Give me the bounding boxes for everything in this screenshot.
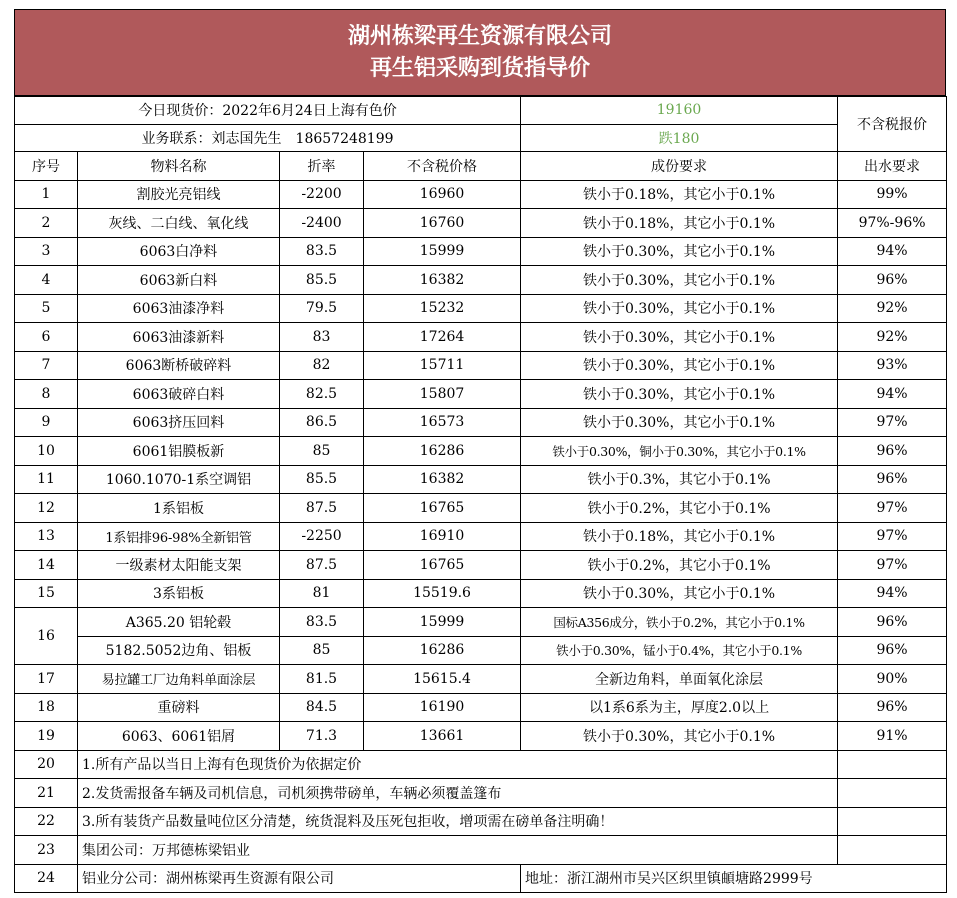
- rate: 79.5: [280, 294, 364, 323]
- price: 16286: [364, 437, 521, 466]
- price: 16960: [364, 180, 521, 209]
- row-no: 11: [15, 465, 78, 494]
- material-name: 易拉罐工厂边角料单面涂层: [78, 665, 280, 694]
- material-name: 重磅料: [78, 693, 280, 722]
- rate: 82.5: [280, 380, 364, 409]
- material-name: 1060.1070-1系空调铝: [78, 465, 280, 494]
- yield: 97%-96%: [838, 209, 947, 238]
- yield: 94%: [838, 237, 947, 266]
- company-address: 地址：浙江湖州市吴兴区织里镇頔塘路2999号: [521, 864, 947, 893]
- table-row: [15, 579, 947, 608]
- price: 15519.6: [364, 579, 521, 608]
- row-no: 9: [15, 408, 78, 437]
- empty-cell: [838, 750, 947, 779]
- composition: 铁小于0.3%，其它小于0.1%: [521, 465, 838, 494]
- company-name: 湖州栋梁再生资源有限公司: [347, 23, 612, 49]
- row-no: 13: [15, 522, 78, 551]
- col-header-yield: 出水要求: [838, 152, 947, 181]
- price: 15999: [364, 237, 521, 266]
- table-row: [15, 494, 947, 523]
- note-text: 1.所有产品以当日上海有色现货价为依据定价: [78, 750, 838, 779]
- col-header-composition: 成份要求: [521, 152, 838, 181]
- yield: 97%: [838, 408, 947, 437]
- material-name: 6063破碎白料: [78, 380, 280, 409]
- sheet-title: 再生铝采购到货指导价: [369, 55, 590, 81]
- yield: 93%: [838, 351, 947, 380]
- rate: 83.5: [280, 608, 364, 637]
- row-no: 16: [15, 608, 78, 665]
- composition: 全新边角料，单面氧化涂层: [521, 665, 838, 694]
- note-text: 集团公司：万邦德栋梁铝业: [78, 836, 838, 865]
- composition: 铁小于0.30%，其它小于0.1%: [521, 380, 838, 409]
- table-row: [15, 323, 947, 352]
- material-name: 1系铝板: [78, 494, 280, 523]
- rate: 85.5: [280, 465, 364, 494]
- price: 16382: [364, 266, 521, 295]
- composition: 铁小于0.2%，其它小于0.1%: [521, 494, 838, 523]
- table-row: [15, 380, 947, 409]
- spot-price-label: 今日现货价：2022年6月24日上海有色价: [15, 97, 521, 125]
- spot-price-value: 19160: [521, 97, 838, 125]
- composition: 铁小于0.30%，其它小于0.1%: [521, 237, 838, 266]
- price: 16573: [364, 408, 521, 437]
- empty-cell: [838, 836, 947, 865]
- composition: 铁小于0.30%，其它小于0.1%: [521, 323, 838, 352]
- yield: 96%: [838, 693, 947, 722]
- column-header-row: [15, 152, 947, 181]
- sheet-header: [14, 9, 946, 96]
- yield: 90%: [838, 665, 947, 694]
- price-change: 跌180: [521, 124, 838, 152]
- row-no: 3: [15, 237, 78, 266]
- price: 15807: [364, 380, 521, 409]
- table-row: [15, 465, 947, 494]
- table-row: [15, 722, 947, 751]
- table-row: [15, 551, 947, 580]
- row-no: 5: [15, 294, 78, 323]
- material-name: 6063新白料: [78, 266, 280, 295]
- row-no: 1: [15, 180, 78, 209]
- price: 16382: [364, 465, 521, 494]
- col-header-no: 序号: [15, 152, 78, 181]
- note-row: [15, 779, 947, 808]
- price: 16190: [364, 693, 521, 722]
- rate: 85.5: [280, 266, 364, 295]
- composition: 铁小于0.30%，锰小于0.4%，其它小于0.1%: [521, 636, 838, 665]
- yield: 96%: [838, 608, 947, 637]
- row-no: 2: [15, 209, 78, 238]
- price-table: [14, 96, 947, 893]
- footer-row: [15, 864, 947, 893]
- note-row: [15, 807, 947, 836]
- composition: 铁小于0.30%，其它小于0.1%: [521, 579, 838, 608]
- material-name: 6061铝膜板新: [78, 437, 280, 466]
- rate: -2400: [280, 209, 364, 238]
- table-row: [15, 408, 947, 437]
- rate: 83: [280, 323, 364, 352]
- row-no: 17: [15, 665, 78, 694]
- composition: 铁小于0.30%，铜小于0.30%，其它小于0.1%: [521, 437, 838, 466]
- col-header-rate: 折率: [280, 152, 364, 181]
- row-no: 7: [15, 351, 78, 380]
- price: 17264: [364, 323, 521, 352]
- price: 16286: [364, 636, 521, 665]
- empty-cell: [838, 779, 947, 808]
- price: 16765: [364, 551, 521, 580]
- material-name: 1系铝排96-98%全新铝管: [78, 522, 280, 551]
- price: 13661: [364, 722, 521, 751]
- row-no: 18: [15, 693, 78, 722]
- price: 15999: [364, 608, 521, 637]
- material-name: 一级素材太阳能支架: [78, 551, 280, 580]
- material-name: 割胶光亮铝线: [78, 180, 280, 209]
- rate: 82: [280, 351, 364, 380]
- composition: 铁小于0.18%，其它小于0.1%: [521, 180, 838, 209]
- table-row: [15, 693, 947, 722]
- material-name: 6063油漆净料: [78, 294, 280, 323]
- composition: 以1系6系为主，厚度2.0以上: [521, 693, 838, 722]
- composition: 铁小于0.18%，其它小于0.1%: [521, 209, 838, 238]
- row-no: 21: [15, 779, 78, 808]
- rate: 84.5: [280, 693, 364, 722]
- price: 15615.4: [364, 665, 521, 694]
- row-no: 24: [15, 864, 78, 893]
- price: 16910: [364, 522, 521, 551]
- composition: 铁小于0.30%，其它小于0.1%: [521, 722, 838, 751]
- table-row: [15, 608, 947, 637]
- row-no: 22: [15, 807, 78, 836]
- table-row: [15, 636, 947, 665]
- material-name: 6063挤压回料: [78, 408, 280, 437]
- yield: 94%: [838, 579, 947, 608]
- material-name: A365.20 铝轮毂: [78, 608, 280, 637]
- row-no: 23: [15, 836, 78, 865]
- material-name: 6063白净料: [78, 237, 280, 266]
- rate: 83.5: [280, 237, 364, 266]
- yield: 92%: [838, 323, 947, 352]
- table-row: [15, 209, 947, 238]
- composition: 铁小于0.30%，其它小于0.1%: [521, 266, 838, 295]
- yield: 96%: [838, 437, 947, 466]
- table-row: [15, 237, 947, 266]
- table-row: [15, 665, 947, 694]
- row-no: 10: [15, 437, 78, 466]
- yield: 97%: [838, 494, 947, 523]
- row-no: 6: [15, 323, 78, 352]
- yield: 99%: [838, 180, 947, 209]
- row-no: 12: [15, 494, 78, 523]
- material-name: 3系铝板: [78, 579, 280, 608]
- table-row: [15, 294, 947, 323]
- table-row: [15, 522, 947, 551]
- composition: 国标A356成分，铁小于0.2%，其它小于0.1%: [521, 608, 838, 637]
- row-no: 15: [15, 579, 78, 608]
- table-row: [15, 351, 947, 380]
- rate: -2200: [280, 180, 364, 209]
- row-no: 14: [15, 551, 78, 580]
- composition: 铁小于0.30%，其它小于0.1%: [521, 351, 838, 380]
- rate: 81.5: [280, 665, 364, 694]
- rate: 85: [280, 636, 364, 665]
- table-row: [15, 180, 947, 209]
- composition: 铁小于0.30%，其它小于0.1%: [521, 294, 838, 323]
- note-text: 2.发货需报备车辆及司机信息，司机须携带磅单，车辆必须覆盖篷布: [78, 779, 838, 808]
- yield: 96%: [838, 266, 947, 295]
- note-row: [15, 836, 947, 865]
- tax-note: 不含税报价: [838, 97, 947, 152]
- empty-cell: [838, 807, 947, 836]
- row-no: 4: [15, 266, 78, 295]
- rate: 86.5: [280, 408, 364, 437]
- rate: 87.5: [280, 551, 364, 580]
- material-name: 5182.5052边角、铝板: [78, 636, 280, 665]
- col-header-price: 不含税价格: [364, 152, 521, 181]
- material-name: 6063油漆新料: [78, 323, 280, 352]
- note-row: [15, 750, 947, 779]
- row-no: 20: [15, 750, 78, 779]
- contact-info: 业务联系：刘志国先生 18657248199: [15, 124, 521, 152]
- price-sheet: [14, 9, 946, 893]
- material-name: 6063断桥破碎料: [78, 351, 280, 380]
- rate: 87.5: [280, 494, 364, 523]
- yield: 96%: [838, 636, 947, 665]
- price: 15232: [364, 294, 521, 323]
- rate: 71.3: [280, 722, 364, 751]
- branch-company: 铝业分公司：湖州栋梁再生资源有限公司: [78, 864, 521, 893]
- rate: 85: [280, 437, 364, 466]
- price: 16760: [364, 209, 521, 238]
- price: 15711: [364, 351, 521, 380]
- yield: 97%: [838, 522, 947, 551]
- rate: 81: [280, 579, 364, 608]
- composition: 铁小于0.30%，其它小于0.1%: [521, 408, 838, 437]
- material-name: 灰线、二白线、氧化线: [78, 209, 280, 238]
- row-no: 19: [15, 722, 78, 751]
- rate: -2250: [280, 522, 364, 551]
- table-row: [15, 266, 947, 295]
- yield: 94%: [838, 380, 947, 409]
- yield: 96%: [838, 465, 947, 494]
- price: 16765: [364, 494, 521, 523]
- material-name: 6063、6061铝屑: [78, 722, 280, 751]
- yield: 92%: [838, 294, 947, 323]
- note-text: 3.所有装货产品数量吨位区分清楚，统货混料及压死包拒收，增项需在磅单备注明确！: [78, 807, 838, 836]
- col-header-name: 物料名称: [78, 152, 280, 181]
- table-row: [15, 437, 947, 466]
- yield: 97%: [838, 551, 947, 580]
- composition: 铁小于0.18%，其它小于0.1%: [521, 522, 838, 551]
- yield: 91%: [838, 722, 947, 751]
- row-no: 8: [15, 380, 78, 409]
- composition: 铁小于0.2%，其它小于0.1%: [521, 551, 838, 580]
